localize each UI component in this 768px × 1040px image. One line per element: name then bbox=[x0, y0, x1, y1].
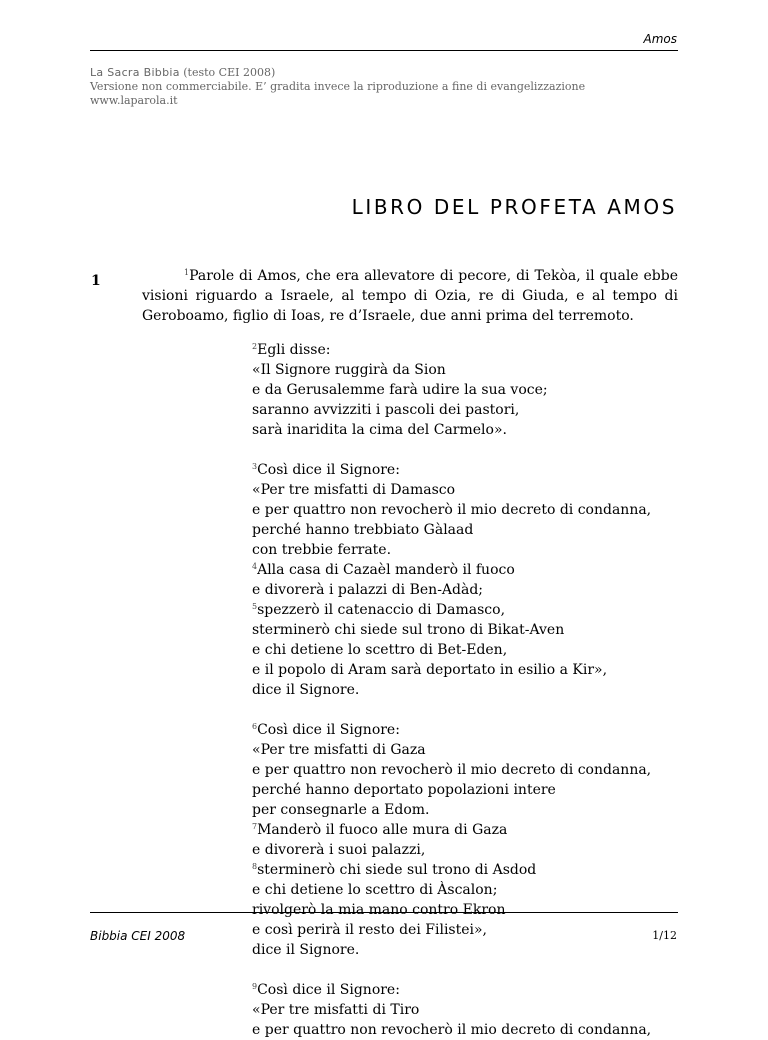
verse-line bbox=[252, 920, 651, 940]
verse-line-text: rivolgerò la mia mano contro Ekron bbox=[252, 902, 506, 918]
running-header: Amos bbox=[643, 32, 677, 46]
verse-line-text: con trebbie ferrate. bbox=[252, 542, 392, 558]
stanza bbox=[252, 720, 651, 960]
verse-line-text: per consegnarle a Edom. bbox=[252, 802, 430, 818]
verse-number: 7 bbox=[252, 822, 258, 831]
verse-line bbox=[252, 820, 651, 840]
verse-line-text: e il popolo di Aram sarà deportato in esilio a Kir», bbox=[252, 662, 608, 678]
stanza-gap bbox=[252, 440, 651, 460]
verse-line bbox=[252, 480, 651, 500]
verse-line bbox=[252, 1020, 651, 1040]
header-divider bbox=[90, 50, 678, 51]
verse-number: 9 bbox=[252, 982, 258, 991]
verse-line bbox=[252, 400, 651, 420]
verse-line-text: dice il Signore. bbox=[252, 942, 360, 958]
verse-line bbox=[252, 600, 651, 620]
footer-bible-name: Bibbia CEI 2008 bbox=[90, 929, 186, 943]
verse-line-text: e chi detiene lo scettro di Àscalon; bbox=[252, 882, 498, 898]
verse-line bbox=[252, 840, 651, 860]
verse-line-text: e così perirà il resto dei Filistei», bbox=[252, 922, 488, 938]
verse-line bbox=[252, 860, 651, 880]
verse-line-text: sterminerò chi siede sul trono di Asdod bbox=[257, 862, 537, 878]
verse-line-text: «Per tre misfatti di Tiro bbox=[252, 1002, 420, 1018]
stanza bbox=[252, 460, 651, 700]
verse-line bbox=[252, 380, 651, 400]
verse-line-text: dice il Signore. bbox=[252, 682, 360, 698]
verse-text: Parole di Amos, che era allevatore di pecore, di Tekòa, il quale ebbe visioni riguardo a Israele, al tempo di Ozia, re di Giuda, e al tempo di Geroboamo, figlio di Ioas, re d’Israele, due anni prima del terremoto. bbox=[142, 268, 678, 324]
verse-line bbox=[252, 660, 651, 680]
verse-line bbox=[252, 720, 651, 740]
verse-line-text: e chi detiene lo scettro di Bet-Eden, bbox=[252, 642, 508, 658]
verse-line-text: sterminerò chi siede sul trono di Bikat-Aven bbox=[252, 622, 565, 638]
source-line-1 bbox=[90, 66, 585, 80]
bible-edition-note: (testo CEI 2008) bbox=[183, 66, 276, 79]
verse-line bbox=[252, 580, 651, 600]
verse-line-text: Così dice il Signore: bbox=[257, 722, 400, 738]
bible-name: La Sacra Bibbia bbox=[90, 66, 180, 79]
verse-line bbox=[252, 560, 651, 580]
stanza-gap bbox=[252, 700, 651, 720]
verse-line bbox=[252, 340, 651, 360]
verse-line-text: «Per tre misfatti di Damasco bbox=[252, 482, 456, 498]
verse-1-paragraph bbox=[142, 266, 678, 326]
source-notice bbox=[90, 66, 585, 108]
verse-line-text: Egli disse: bbox=[257, 342, 331, 358]
footer-divider bbox=[90, 912, 678, 913]
verse-line-text: perché hanno trebbiato Gàlaad bbox=[252, 522, 474, 538]
verse-number: 5 bbox=[252, 602, 258, 611]
verse-line bbox=[252, 1000, 651, 1020]
verse-line-text: e divorerà i suoi palazzi, bbox=[252, 842, 426, 858]
verse-number: 1 bbox=[184, 268, 190, 277]
verse-line-text: e divorerà i palazzi di Ben-Adàd; bbox=[252, 582, 484, 598]
stanza bbox=[252, 340, 651, 440]
source-url[interactable]: www.laparola.it bbox=[90, 94, 178, 107]
book-title: LIBRO DEL PROFETA AMOS bbox=[351, 195, 677, 219]
verse-line bbox=[252, 420, 651, 440]
verse-line bbox=[252, 760, 651, 780]
verse-line bbox=[252, 460, 651, 480]
verse-line-text: spezzerò il catenaccio di Damasco, bbox=[257, 602, 506, 618]
verse-line bbox=[252, 980, 651, 1000]
verse-line-text: perché hanno deportato popolazioni intere bbox=[252, 782, 556, 798]
verse-number: 8 bbox=[252, 862, 258, 871]
source-line-2: Versione non commerciabile. E’ gradita invece la riproduzione a fine di evangelizzazione bbox=[90, 80, 586, 93]
verse-line-text: Manderò il fuoco alle mura di Gaza bbox=[257, 822, 508, 838]
chapter-number: 1 bbox=[91, 273, 101, 289]
verse-number: 3 bbox=[252, 462, 258, 471]
verse-line bbox=[252, 940, 651, 960]
verse-line bbox=[252, 680, 651, 700]
stanza-gap bbox=[252, 960, 651, 980]
verse-line bbox=[252, 740, 651, 760]
verse-number: 4 bbox=[252, 562, 258, 571]
verse-line-text: sarà inaridita la cima del Carmelo». bbox=[252, 422, 507, 438]
verse-line bbox=[252, 640, 651, 660]
verse-line-text: e per quattro non revocherò il mio decreto di condanna, bbox=[252, 502, 652, 518]
verse-line bbox=[252, 880, 651, 900]
verse-line-text: «Per tre misfatti di Gaza bbox=[252, 742, 426, 758]
stanza bbox=[252, 980, 651, 1040]
verse-line-text: Così dice il Signore: bbox=[257, 462, 400, 478]
verse-line bbox=[252, 540, 651, 560]
verse-line bbox=[252, 500, 651, 520]
verse-line-text: Alla casa di Cazaèl manderò il fuoco bbox=[257, 562, 515, 578]
verse-line-text: e per quattro non revocherò il mio decreto di condanna, bbox=[252, 762, 652, 778]
verse-line bbox=[252, 800, 651, 820]
verse-line bbox=[252, 360, 651, 380]
verse-line bbox=[252, 780, 651, 800]
verse-number: 6 bbox=[252, 722, 258, 731]
verse-line-text: e da Gerusalemme farà udire la sua voce; bbox=[252, 382, 548, 398]
verse-line-text: saranno avvizziti i pascoli dei pastori, bbox=[252, 402, 520, 418]
verse-number: 2 bbox=[252, 342, 258, 351]
verse-line-text: «Il Signore ruggirà da Sion bbox=[252, 362, 446, 378]
verse-line-text: Così dice il Signore: bbox=[257, 982, 400, 998]
poetry-block bbox=[252, 340, 651, 1040]
verse-line bbox=[252, 620, 651, 640]
verse-line-text: e per quattro non revocherò il mio decreto di condanna, bbox=[252, 1022, 652, 1038]
page-number: 1/12 bbox=[652, 929, 677, 942]
verse-line bbox=[252, 900, 651, 920]
verse-line bbox=[252, 520, 651, 540]
